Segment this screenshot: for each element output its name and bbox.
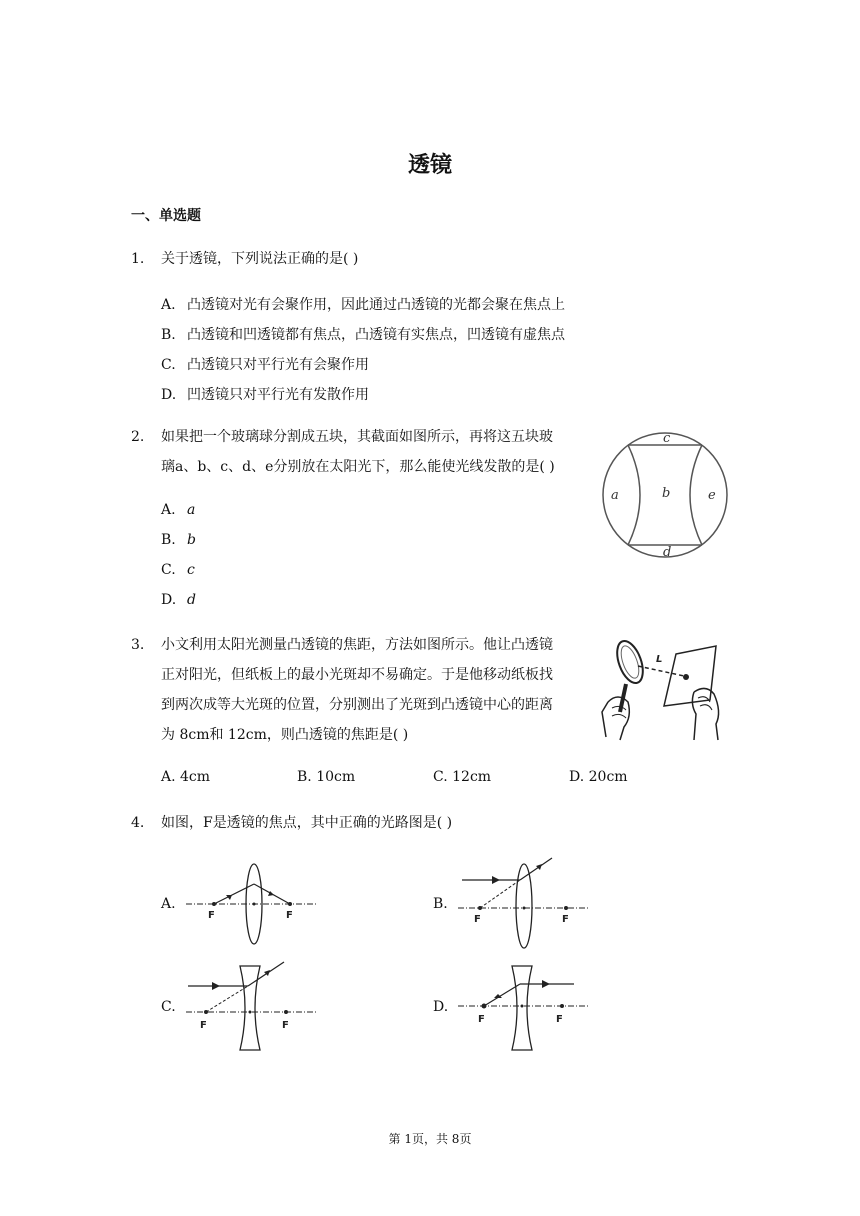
option-label: A. (161, 297, 176, 313)
focus-label: F (478, 1014, 485, 1025)
focus-label: F (208, 910, 215, 921)
q3-stem-line3: 到两次成等大光斑的位置，分别测出了光斑到凸透镜中心的距离 (161, 697, 553, 713)
option-text: b (187, 532, 196, 548)
q3-option-a[interactable] (161, 769, 210, 785)
q4-option-b-label[interactable]: B. (433, 896, 448, 912)
focus-label: F (474, 914, 481, 925)
q2-stem-line2: 璃a、b、c、d、e分别放在太阳光下，那么能使光线发散的是( ) (161, 459, 555, 475)
q1-option-c[interactable] (161, 354, 369, 374)
option-label: C. (433, 769, 448, 785)
q3-stem-line2: 正对阳光，但纸板上的最小光斑却不易确定。于是他移动纸板找 (161, 667, 553, 683)
option-text: c (187, 562, 195, 578)
option-label: D. (161, 387, 177, 403)
option-label: C. (161, 562, 176, 578)
q2-option-c[interactable] (161, 562, 195, 578)
q1-option-d[interactable] (161, 384, 369, 404)
q4-option-c-label[interactable]: C. (161, 999, 176, 1015)
option-text: 凸透镜对光有会聚作用，因此通过凸透镜的光都会聚在焦点上 (187, 297, 565, 313)
focus-label: F (282, 1020, 289, 1031)
q1-option-b[interactable] (161, 324, 565, 344)
q2-stem-line1: 如果把一个玻璃球分割成五块，其截面如图所示，再将这五块玻 (161, 429, 553, 445)
q3-number: 3. (131, 637, 145, 653)
option-label: D. (161, 592, 177, 608)
magnifier-figure (598, 632, 730, 742)
option-label: D. (569, 769, 585, 785)
glass-ball-figure (600, 430, 730, 560)
figure-label-d: d (663, 545, 672, 560)
option-text: 凹透镜只对平行光有发散作用 (187, 387, 369, 403)
page-footer: 第 1页，共 8页 (388, 1132, 472, 1146)
q2-number: 2. (131, 429, 145, 445)
q3-option-c[interactable] (433, 769, 491, 785)
figure-label-b: b (662, 486, 671, 501)
option-label: B. (161, 327, 176, 343)
option-text: d (187, 592, 196, 608)
page-title: 透镜 (407, 153, 452, 178)
focus-label: F (562, 914, 569, 925)
q4-stem: 如图，F是透镜的焦点，其中正确的光路图是( ) (161, 815, 453, 831)
q4-option-a-label[interactable]: A. (161, 896, 176, 912)
option-text: 12cm (452, 769, 492, 785)
option-text: 凸透镜只对平行光有会聚作用 (187, 357, 369, 373)
option-label: B. (161, 532, 176, 548)
q4-option-d-label[interactable]: D. (433, 999, 449, 1015)
q4-option-a-diagram[interactable] (186, 862, 320, 946)
option-text: a (187, 502, 196, 518)
option-label: A. (161, 502, 176, 518)
option-text: 10cm (316, 769, 356, 785)
option-text: 凸透镜和凹透镜都有焦点，凸透镜有实焦点，凹透镜有虚焦点 (187, 327, 565, 343)
option-text: 4cm (180, 769, 211, 785)
q1-option-a[interactable] (161, 294, 565, 314)
q3-stem-line4: 为 8cm和 12cm，则凸透镜的焦距是( ) (161, 727, 409, 743)
option-label: A. (161, 769, 176, 785)
q1-stem: 关于透镜，下列说法正确的是( ) (161, 251, 359, 267)
q4-option-c-diagram[interactable] (186, 960, 320, 1054)
focus-label: F (286, 910, 293, 921)
figure-label-c: c (663, 431, 671, 446)
q2-option-a[interactable] (161, 502, 195, 518)
q4-number: 4. (131, 815, 145, 831)
option-label: B. (297, 769, 312, 785)
figure-label-a: a (611, 488, 619, 503)
q4-option-b-diagram[interactable] (458, 856, 592, 950)
q3-stem-line1: 小文利用太阳光测量凸透镜的焦距，方法如图所示。他让凸透镜 (161, 637, 553, 653)
q3-option-d[interactable] (569, 769, 628, 785)
figure-label-e: e (708, 488, 716, 503)
option-text: 20cm (588, 769, 628, 785)
q2-option-d[interactable] (161, 592, 196, 608)
focus-label: F (556, 1014, 563, 1025)
q1-number: 1. (131, 251, 145, 267)
figure-label-l: L (656, 654, 663, 665)
section-heading: 一、单选题 (131, 208, 201, 224)
focus-label: F (200, 1020, 207, 1031)
q3-option-b[interactable] (297, 769, 355, 785)
q4-option-d-diagram[interactable] (458, 960, 592, 1054)
q2-option-b[interactable] (161, 532, 196, 548)
option-label: C. (161, 357, 176, 373)
